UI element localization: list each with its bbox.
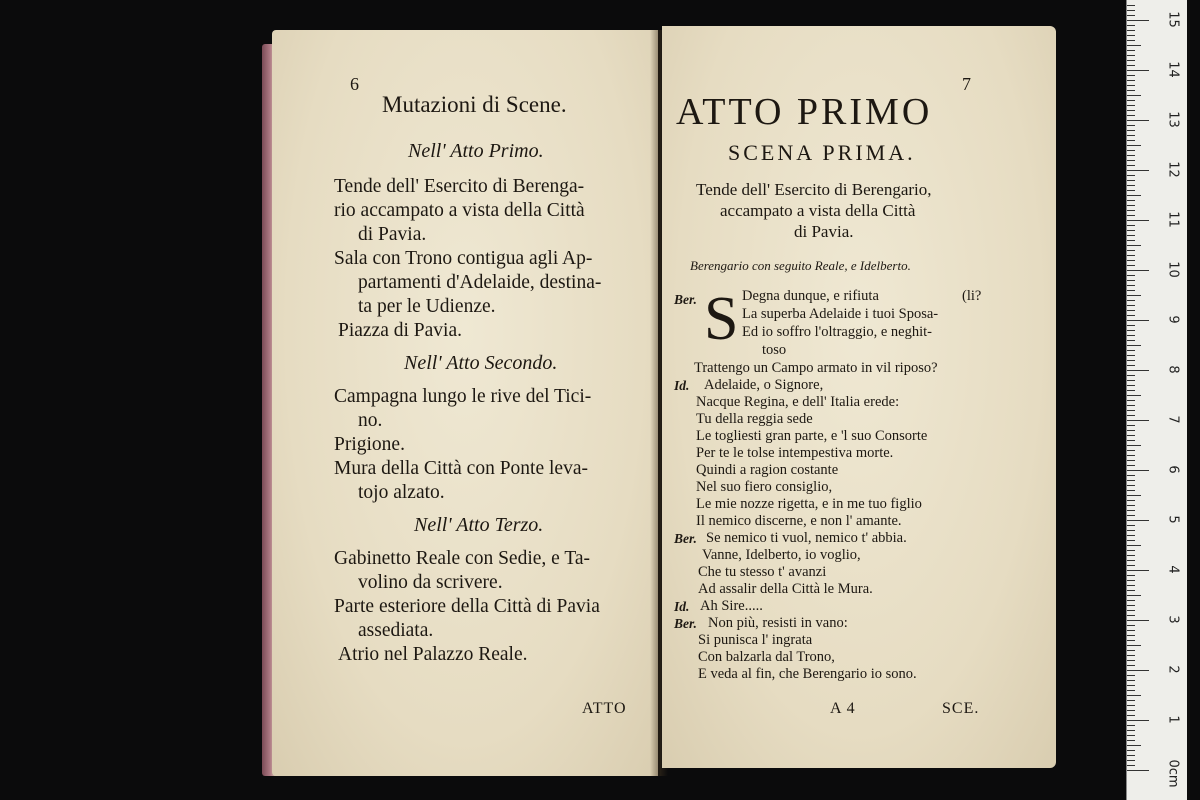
ruler-tick <box>1127 690 1135 691</box>
speaker-label: Ber. <box>674 531 697 546</box>
ruler-tick <box>1127 180 1135 181</box>
ruler-tick <box>1127 695 1141 696</box>
ruler-tick <box>1127 740 1135 741</box>
ruler-tick <box>1127 280 1135 281</box>
ruler-label: 12 <box>1165 161 1181 178</box>
ruler-tick <box>1127 425 1135 426</box>
ruler-label: 10 <box>1165 261 1181 278</box>
scene-title: SCENA PRIMA. <box>728 140 916 165</box>
ruler-label: 1 <box>1165 715 1181 724</box>
dropcap-aside: (li? <box>962 288 982 304</box>
act2-line: Prigione. <box>334 434 405 455</box>
measuring-ruler <box>1126 0 1187 800</box>
ruler-tick <box>1127 300 1135 301</box>
dropcap-line: toso <box>762 342 787 358</box>
ruler-tick <box>1127 770 1149 771</box>
ruler-tick <box>1127 755 1135 756</box>
ruler-label: 14 <box>1165 61 1181 78</box>
ruler-label: 15 <box>1165 11 1181 28</box>
ruler-tick <box>1127 345 1141 346</box>
ruler-tick <box>1127 555 1135 556</box>
ruler-tick <box>1127 330 1135 331</box>
ruler-label: 7 <box>1165 415 1181 424</box>
ruler-tick <box>1127 455 1135 456</box>
ruler-tick <box>1127 645 1141 646</box>
ruler-tick <box>1127 80 1135 81</box>
ruler-tick <box>1127 635 1135 636</box>
ruler-tick <box>1127 30 1135 31</box>
ruler-tick <box>1127 125 1135 126</box>
ruler-tick <box>1127 15 1135 16</box>
ruler-tick <box>1127 190 1135 191</box>
setting-line: Tende dell' Esercito di Berengario, <box>696 180 932 199</box>
ruler-tick <box>1127 530 1135 531</box>
left-catchword: ATTO <box>582 700 627 717</box>
ruler-tick <box>1127 365 1135 366</box>
ruler-tick <box>1127 750 1135 751</box>
ruler-tick <box>1127 475 1135 476</box>
ruler-tick <box>1127 135 1135 136</box>
ruler-label: 9 <box>1165 315 1181 324</box>
act1-line: di Pavia. <box>358 224 427 245</box>
verse-line: Adelaide, o Signore, <box>704 377 824 393</box>
ruler-tick <box>1127 70 1149 71</box>
ruler-tick <box>1127 10 1135 11</box>
ruler-tick <box>1127 110 1135 111</box>
ruler-tick <box>1127 265 1135 266</box>
ruler-tick <box>1127 680 1135 681</box>
ruler-label: 6 <box>1165 465 1181 474</box>
verse-line: Vanne, Idelberto, io voglio, <box>702 547 861 563</box>
ruler-tick <box>1127 470 1149 471</box>
ruler-tick <box>1127 640 1135 641</box>
act2-line: tojo alzato. <box>358 482 445 503</box>
ruler-tick <box>1127 85 1135 86</box>
ruler-tick <box>1127 605 1135 606</box>
ruler-tick <box>1127 395 1141 396</box>
verse-line: Il nemico discerne, e non l' amante. <box>696 513 902 529</box>
ruler-tick <box>1127 435 1135 436</box>
act2-heading: Nell' Atto Secondo. <box>404 352 558 374</box>
ruler-tick <box>1127 495 1141 496</box>
ruler-label: 5 <box>1165 515 1181 524</box>
act1-line: partamenti d'Adelaide, destina- <box>358 272 602 293</box>
ruler-tick <box>1127 45 1141 46</box>
speaker-label: Ber. <box>674 616 697 631</box>
speaker-label: Id. <box>674 378 690 393</box>
ruler-tick <box>1127 165 1135 166</box>
ruler-tick <box>1127 20 1149 21</box>
act1-line: Piazza di Pavia. <box>338 320 462 341</box>
ruler-tick <box>1127 380 1135 381</box>
ruler-tick <box>1127 725 1135 726</box>
ruler-tick <box>1127 445 1141 446</box>
act1-line: ta per le Udienze. <box>358 296 496 317</box>
ruler-tick <box>1127 155 1135 156</box>
act2-line: no. <box>358 410 383 431</box>
ruler-tick <box>1127 325 1135 326</box>
ruler-tick <box>1127 120 1149 121</box>
ruler-tick <box>1127 145 1141 146</box>
ruler-tick <box>1127 520 1149 521</box>
ruler-tick <box>1127 655 1135 656</box>
ruler-tick <box>1127 215 1135 216</box>
ruler-tick <box>1127 665 1135 666</box>
ruler-tick <box>1127 205 1135 206</box>
ruler-label: 8 <box>1165 365 1181 374</box>
ruler-tick <box>1127 290 1135 291</box>
ruler-tick <box>1127 130 1135 131</box>
setting-line: accampato a vista della Città <box>720 201 916 220</box>
ruler-tick <box>1127 460 1135 461</box>
ruler-tick <box>1127 185 1135 186</box>
ruler-tick <box>1127 25 1135 26</box>
ruler-tick <box>1127 315 1135 316</box>
ruler-tick <box>1127 730 1135 731</box>
verse-line: Le togliesti gran parte, e 'l suo Consorte <box>696 428 928 444</box>
ruler-tick <box>1127 260 1135 261</box>
ruler-tick <box>1127 630 1135 631</box>
ruler-tick <box>1127 720 1149 721</box>
ruler-tick <box>1127 115 1135 116</box>
ruler-tick <box>1127 210 1135 211</box>
ruler-tick <box>1127 570 1149 571</box>
ruler-tick <box>1127 760 1135 761</box>
left-page-number: 6 <box>350 74 359 94</box>
ruler-tick <box>1127 650 1135 651</box>
ruler-tick <box>1127 465 1135 466</box>
ruler-label: 11 <box>1165 211 1181 228</box>
ruler-tick <box>1127 620 1149 621</box>
speaker-label: Ber. <box>674 292 697 307</box>
right-page-number: 7 <box>962 74 971 94</box>
ruler-tick <box>1127 580 1135 581</box>
ruler-tick <box>1127 450 1135 451</box>
ruler-tick <box>1127 160 1135 161</box>
ruler-tick <box>1127 545 1141 546</box>
ruler-tick <box>1127 55 1135 56</box>
act2-line: Campagna lungo le rive del Tici- <box>334 386 592 407</box>
ruler-tick <box>1127 230 1135 231</box>
signature-mark: A 4 <box>830 700 856 717</box>
ruler-tick <box>1127 710 1135 711</box>
ruler-label: 3 <box>1165 615 1181 624</box>
ruler-tick <box>1127 490 1135 491</box>
ruler-tick <box>1127 610 1135 611</box>
ruler-tick <box>1127 500 1135 501</box>
ruler-tick <box>1127 550 1135 551</box>
ruler-label: 2 <box>1165 665 1181 674</box>
ruler-tick <box>1127 170 1149 171</box>
act2-line: Mura della Città con Ponte leva- <box>334 458 588 479</box>
ruler-tick <box>1127 355 1135 356</box>
ruler-tick <box>1127 340 1135 341</box>
ruler-tick <box>1127 675 1135 676</box>
act3-line: Gabinetto Reale con Sedie, e Ta- <box>334 548 591 569</box>
ruler-tick <box>1127 95 1141 96</box>
right-catchword: SCE. <box>942 700 980 717</box>
ruler-tick <box>1127 590 1135 591</box>
act3-heading: Nell' Atto Terzo. <box>414 514 544 536</box>
ruler-tick <box>1127 140 1135 141</box>
ruler-tick <box>1127 660 1135 661</box>
act3-line: volino da scrivere. <box>358 572 503 593</box>
act1-line: Sala con Trono contigua agli Ap- <box>334 248 593 269</box>
verse-line: Ah Sire..... <box>700 598 763 614</box>
ruler-tick <box>1127 375 1135 376</box>
speaker-label: Id. <box>674 599 690 614</box>
dropcap-line: La superba Adelaide i tuoi Sposa- <box>742 306 939 322</box>
verse-line: Nel suo fiero consiglio, <box>696 479 833 495</box>
ruler-tick <box>1127 255 1135 256</box>
ruler-tick <box>1127 565 1135 566</box>
verse-line: Se nemico ti vuol, nemico t' abbia. <box>706 530 907 546</box>
ruler-tick <box>1127 305 1135 306</box>
verse-line: Le mie nozze rigetta, e in me tuo figlio <box>696 496 922 512</box>
ruler-tick <box>1127 310 1135 311</box>
ruler-tick <box>1127 240 1135 241</box>
ruler-tick <box>1127 415 1135 416</box>
ruler-label: 0cm <box>1165 759 1181 788</box>
act3-line: Atrio nel Palazzo Reale. <box>338 644 528 665</box>
ruler-tick <box>1127 65 1135 66</box>
ruler-tick <box>1127 370 1149 371</box>
ruler-tick <box>1127 275 1135 276</box>
ruler-tick <box>1127 320 1149 321</box>
ruler-tick <box>1127 560 1135 561</box>
ruler-tick <box>1127 350 1135 351</box>
ruler-tick <box>1127 285 1135 286</box>
ruler-tick <box>1127 40 1135 41</box>
verse-line: Tu della reggia sede <box>696 411 813 427</box>
ruler-tick <box>1127 705 1135 706</box>
verse-line: E veda al fin, che Berengario io sono. <box>698 666 917 682</box>
ruler-tick <box>1127 400 1135 401</box>
ruler-tick <box>1127 5 1135 6</box>
ruler-tick <box>1127 405 1135 406</box>
ruler-tick <box>1127 485 1135 486</box>
ruler-tick <box>1127 595 1141 596</box>
ruler-tick <box>1127 670 1149 671</box>
act3-line: Parte esteriore della Città di Pavia <box>334 596 600 617</box>
ruler-tick <box>1127 35 1135 36</box>
ruler-tick <box>1127 100 1135 101</box>
ruler-label: 4 <box>1165 565 1181 574</box>
ruler-tick <box>1127 360 1135 361</box>
act1-line: Tende dell' Esercito di Berenga- <box>334 176 585 197</box>
verse-line: Nacque Regina, e dell' Italia erede: <box>696 394 900 410</box>
verse-line: Quindi a ragion costante <box>696 462 839 478</box>
ruler-tick <box>1127 515 1135 516</box>
ruler-tick <box>1127 390 1135 391</box>
ruler-tick <box>1127 540 1135 541</box>
ruler-tick <box>1127 235 1135 236</box>
ruler-tick <box>1127 105 1135 106</box>
dropcap-line: Ed io soffro l'oltraggio, e neghit- <box>742 324 933 340</box>
ruler-label: 13 <box>1165 111 1181 128</box>
ruler-tick <box>1127 625 1135 626</box>
ruler-tick <box>1127 225 1135 226</box>
ruler-tick <box>1127 505 1135 506</box>
act-title: ATTO PRIMO <box>676 91 933 133</box>
dropcap-line: Degna dunque, e rifiuta <box>742 288 879 304</box>
ruler-tick <box>1127 535 1135 536</box>
ruler-tick <box>1127 510 1135 511</box>
ruler-tick <box>1127 525 1135 526</box>
ruler-tick <box>1127 335 1135 336</box>
drop-cap: S <box>704 285 739 353</box>
verse-line: Che tu stesso t' avanzi <box>698 564 827 580</box>
ruler-tick <box>1127 385 1135 386</box>
ruler-tick <box>1127 480 1135 481</box>
verse-line: Con balzarla dal Trono, <box>698 649 835 665</box>
verse-line: Non più, resisti in vano: <box>708 615 848 631</box>
act1-heading: Nell' Atto Primo. <box>408 140 544 162</box>
ruler-tick <box>1127 575 1135 576</box>
left-page-heading: Mutazioni di Scene. <box>382 92 567 117</box>
ruler-tick <box>1127 410 1135 411</box>
ruler-tick <box>1127 175 1135 176</box>
act1-line: rio accampato a vista della Città <box>334 200 585 221</box>
verse-line: Trattengo un Campo armato in vil riposo? <box>694 360 938 376</box>
ruler-tick <box>1127 600 1135 601</box>
stage-direction: Berengario con seguito Reale, e Idelberto. <box>690 258 911 273</box>
ruler-tick <box>1127 685 1135 686</box>
ruler-tick <box>1127 440 1135 441</box>
ruler-tick <box>1127 200 1135 201</box>
ruler-tick <box>1127 735 1135 736</box>
ruler-tick <box>1127 715 1135 716</box>
ruler-tick <box>1127 430 1135 431</box>
right-page <box>662 26 1056 768</box>
ruler-tick <box>1127 270 1149 271</box>
ruler-tick <box>1127 420 1149 421</box>
ruler-tick <box>1127 745 1141 746</box>
ruler-tick <box>1127 150 1135 151</box>
ruler-tick <box>1127 75 1135 76</box>
verse-line: Si punisca l' ingrata <box>698 632 813 648</box>
verse-line: Ad assalir della Città le Mura. <box>698 581 873 597</box>
ruler-tick <box>1127 700 1135 701</box>
setting-line: di Pavia. <box>794 222 854 241</box>
ruler-tick <box>1127 295 1141 296</box>
act3-line: assediata. <box>358 620 434 641</box>
ruler-tick <box>1127 765 1135 766</box>
ruler-tick <box>1127 50 1135 51</box>
ruler-tick <box>1127 220 1149 221</box>
ruler-tick <box>1127 60 1135 61</box>
ruler-tick <box>1127 250 1135 251</box>
ruler-tick <box>1127 90 1135 91</box>
ruler-tick <box>1127 245 1141 246</box>
ruler-tick <box>1127 585 1135 586</box>
ruler-tick <box>1127 615 1135 616</box>
ruler-tick <box>1127 195 1141 196</box>
left-page <box>272 30 658 776</box>
verse-line: Per te le tolse intempestiva morte. <box>696 445 894 461</box>
